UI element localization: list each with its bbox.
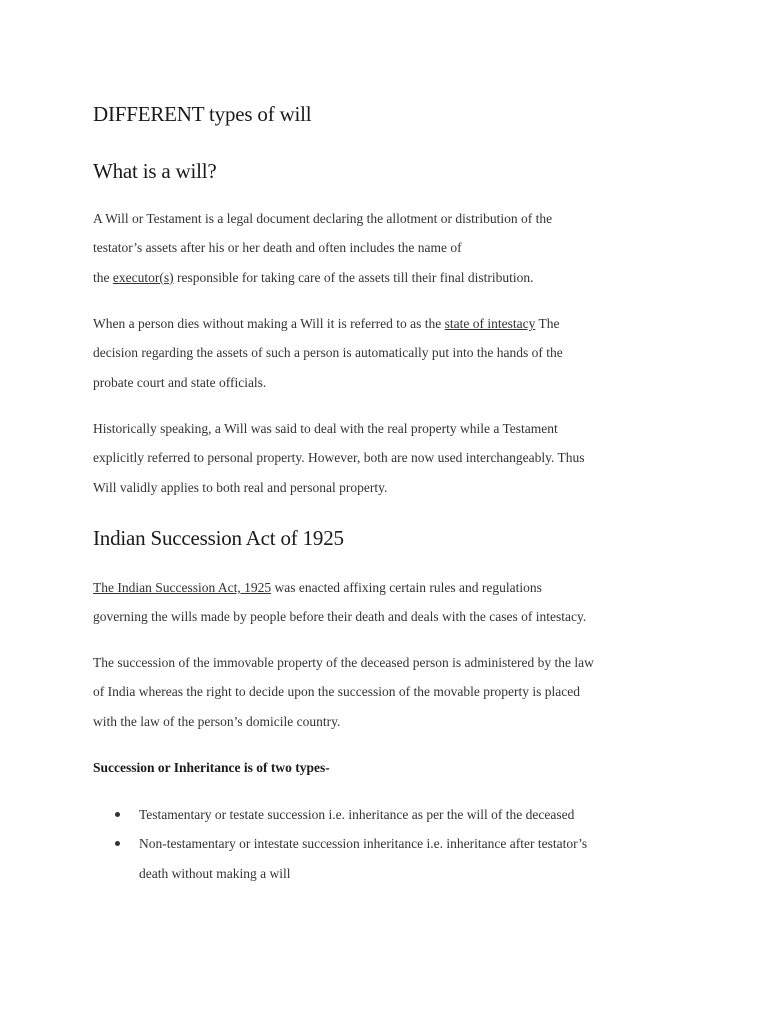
paragraph-immovable-property (93, 648, 683, 736)
succession-types-heading (93, 753, 683, 782)
paragraph-history (93, 414, 683, 502)
heading-what-is-a-will: What is a will? (93, 159, 217, 183)
bullet-icon (115, 841, 120, 846)
text-line (93, 263, 683, 292)
list-item (93, 829, 693, 888)
document-title: DIFFERENT types of will (93, 102, 312, 126)
text-line (93, 309, 683, 338)
text-line: Succession or Inheritance is of two types- (93, 760, 330, 775)
text-fragment: the (93, 269, 113, 285)
text-line (93, 573, 683, 602)
succession-types-list (93, 800, 693, 888)
text-line: explicitly referred to personal property. However, both are now used interchangeably. Thus (93, 450, 585, 466)
text-line: Historically speaking, a Will was said to deal with the real property while a Testament (93, 421, 558, 436)
text-line: Testamentary or testate succession i.e. inheritance as per the will of the deceased (139, 807, 575, 822)
bullet-icon (115, 812, 120, 817)
text-line: Will validly applies to both real and personal property. (93, 479, 388, 495)
text-fragment: The (535, 316, 560, 331)
text-line: of India whereas the right to decide upon the succession of the movable property is placed (93, 684, 580, 700)
executor-link[interactable]: executor(s) (112, 269, 174, 285)
heading-indian-succession-act: Indian Succession Act of 1925 (93, 526, 344, 550)
paragraph-act-enacted (93, 573, 683, 632)
text-line: probate court and state officials. (93, 374, 267, 390)
list-item (93, 800, 693, 829)
text-line: with the law of the person’s domicile country. (93, 713, 341, 729)
text-line: Non-testamentary or intestate succession inheritance i.e. inheritance after testator’s (139, 836, 588, 852)
paragraph-intestacy (93, 309, 683, 397)
text-fragment: was enacted affixing certain rules and regulations (271, 580, 542, 595)
text-fragment: When a person dies without making a Will it is referred to as the (93, 316, 445, 331)
text-line: A Will or Testament is a legal document declaring the allotment or distribution of the (93, 211, 553, 226)
text-fragment: responsible for taking care of the assets till their final distribution. (173, 269, 534, 285)
state-of-intestacy-link[interactable]: state of intestacy (444, 316, 536, 331)
text-line: death without making a will (139, 865, 291, 881)
text-line: decision regarding the assets of such a person is automatically put into the hands of the (93, 345, 563, 361)
paragraph-will-definition (93, 204, 683, 292)
indian-succession-act-link[interactable]: The Indian Succession Act, 1925 (93, 580, 272, 595)
text-line: governing the wills made by people before their death and deals with the cases of intestacy. (93, 609, 587, 625)
text-line: The succession of the immovable property of the deceased person is administered by the law (93, 655, 594, 670)
text-line: testator’s assets after his or her death and often includes the name of (93, 240, 462, 256)
